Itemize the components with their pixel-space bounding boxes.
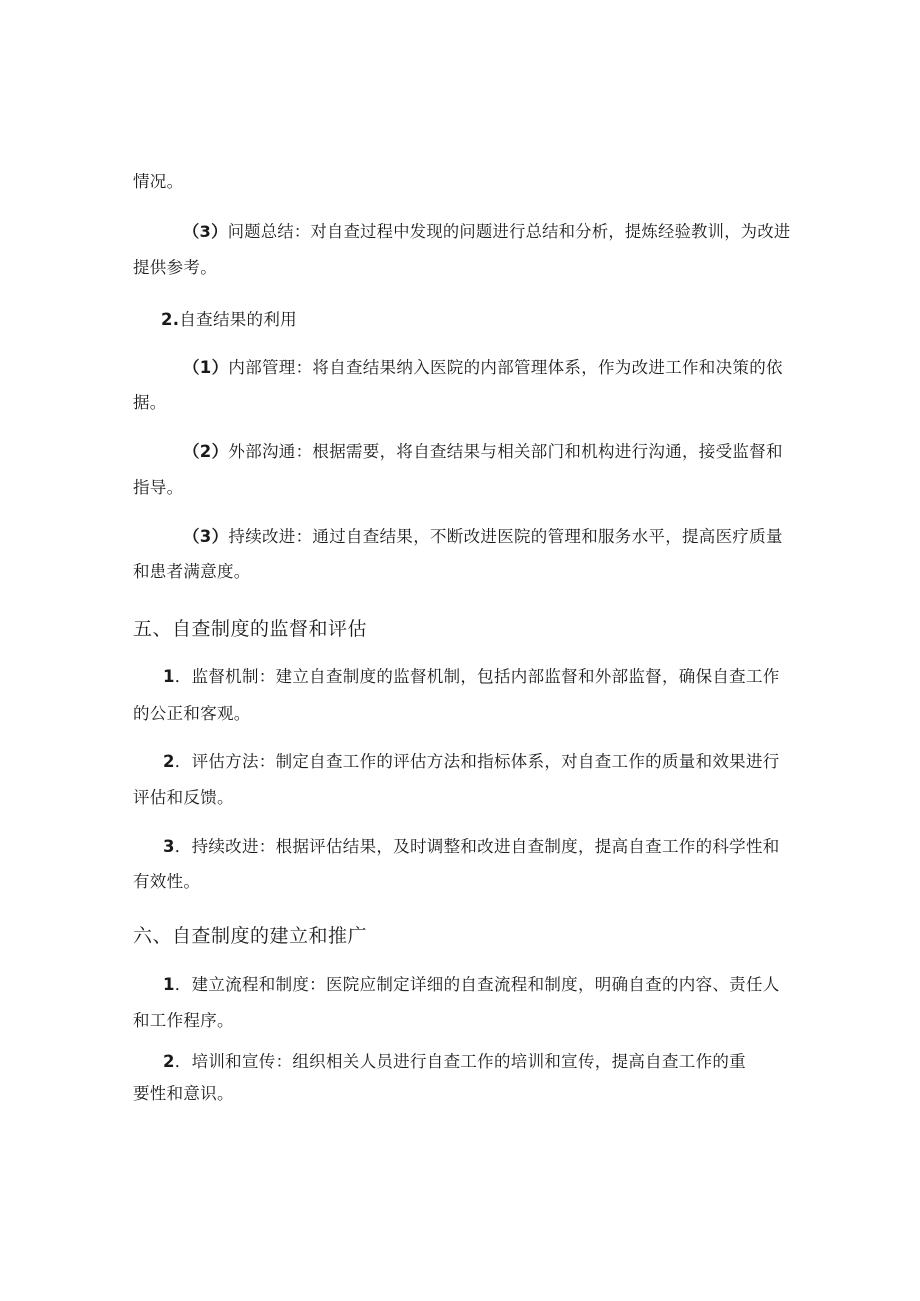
line-text: 内部管理：将自查结果纳入医院的内部管理体系，作为改进工作和决策的依 (228, 358, 783, 377)
list-item (163, 836, 780, 858)
line-text: 指导。 (133, 478, 184, 497)
list-item (163, 1051, 746, 1073)
section-heading (133, 923, 367, 949)
section-heading (133, 616, 367, 642)
line-text: 情况。 (133, 172, 184, 191)
text-line (133, 257, 217, 279)
line-text: ．监督机制：建立自查制度的监督机制，包括内部监督和外部监督，确保自查工作 (174, 667, 780, 686)
line-text: 评估和反馈。 (133, 788, 234, 807)
sub-heading (161, 309, 297, 331)
line-text: 提供参考。 (133, 258, 217, 277)
line-text: 有效性。 (133, 872, 201, 891)
item-number: （1） (183, 358, 229, 377)
list-item (183, 441, 783, 463)
line-text: ．建立流程和制度：医院应制定详细的自查流程和制度，明确自查的内容、责任人 (174, 975, 780, 994)
text-line (133, 561, 251, 583)
list-item (183, 357, 783, 379)
heading-text: 五、自查制度的监督和评估 (133, 618, 368, 640)
text-line (133, 392, 167, 414)
line-text: ．培训和宣传：组织相关人员进行自查工作的培训和宣传，提高自查工作的重 (174, 1052, 746, 1071)
line-text: 和工作程序。 (133, 1011, 234, 1030)
item-number: 2 (163, 1052, 175, 1071)
list-item (183, 221, 790, 243)
text-line (133, 1010, 234, 1032)
line-text: 和患者满意度。 (133, 562, 251, 581)
item-number: 2. (161, 310, 180, 329)
line-text: 持续改进：通过自查结果，不断改进医院的管理和服务水平，提高医疗质量 (228, 527, 783, 546)
line-text: ．评估方法：制定自查工作的评估方法和指标体系，对自查工作的质量和效果进行 (174, 752, 780, 771)
text-line (133, 477, 183, 499)
line-text: 的公正和客观。 (133, 704, 251, 723)
text-line (133, 1083, 234, 1105)
line-text: 自查结果的利用 (179, 310, 297, 329)
line-text: 问题总结：对自查过程中发现的问题进行总结和分析，提炼经验教训，为改进 (227, 222, 791, 241)
list-item (163, 666, 780, 688)
line-text: ．持续改进：根据评估结果，及时调整和改进自查制度，提高自查工作的科学性和 (174, 837, 780, 856)
item-number: 1 (163, 975, 175, 994)
item-number: 1 (163, 667, 175, 686)
list-item (163, 974, 780, 996)
line-text: 外部沟通：根据需要，将自查结果与相关部门和机构进行沟通，接受监督和 (228, 442, 783, 461)
line-text: 据。 (133, 393, 167, 412)
list-item (163, 751, 780, 773)
item-number: 2 (163, 752, 175, 771)
text-line (133, 787, 234, 809)
line-text: 要性和意识。 (133, 1084, 234, 1103)
item-number: （3） (183, 527, 229, 546)
item-number: （3） (183, 222, 228, 241)
text-line (133, 703, 251, 725)
list-item (183, 526, 783, 548)
heading-text: 六、自查制度的建立和推广 (133, 925, 368, 947)
item-number: （2） (183, 442, 229, 461)
item-number: 3 (163, 837, 175, 856)
text-line (133, 871, 200, 893)
text-line (133, 171, 183, 193)
